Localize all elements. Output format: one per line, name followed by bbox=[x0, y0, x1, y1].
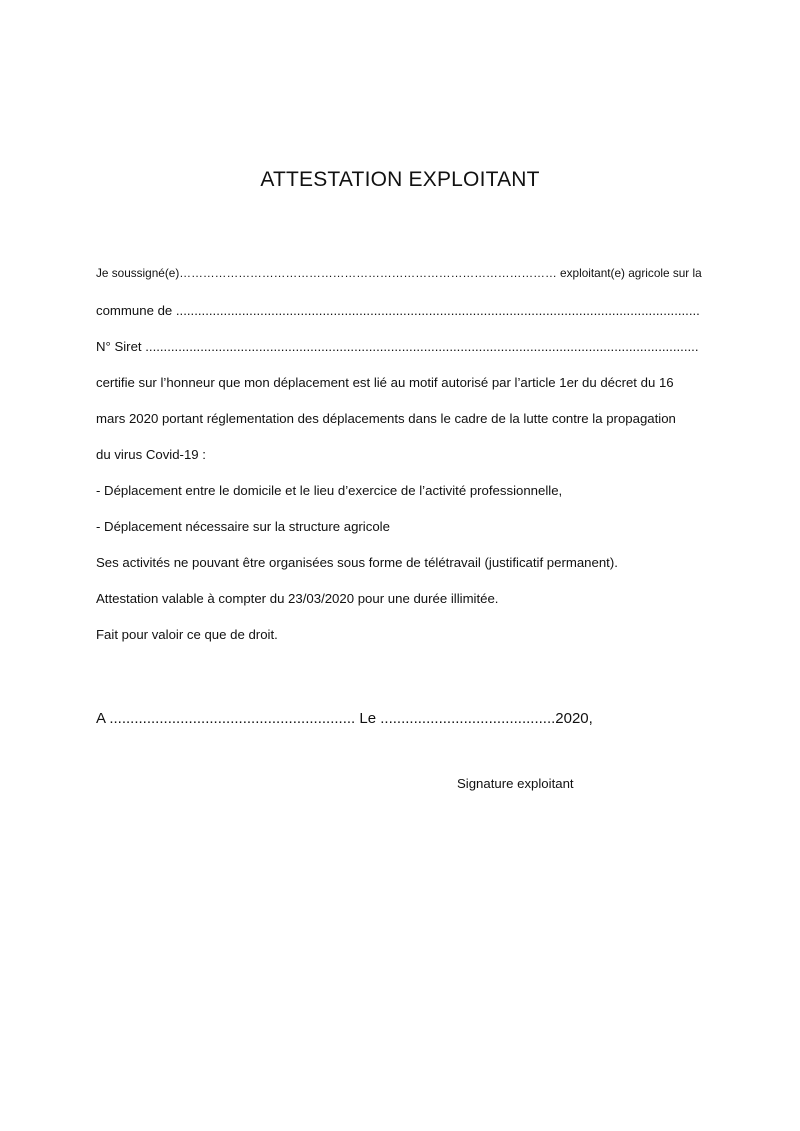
line-commune: commune de ............................................................................................................................................... bbox=[96, 303, 700, 318]
line-certify-2: mars 2020 portant réglementation des déplacements dans le cadre de la lutte contre la propagation bbox=[96, 411, 676, 426]
line-reason-2: - Déplacement nécessaire sur la structure agricole bbox=[96, 519, 390, 534]
line-reason-1: - Déplacement entre le domicile et le lieu d’exercice de l’activité professionnelle, bbox=[96, 483, 563, 498]
line-closing: Fait pour valoir ce que de droit. bbox=[96, 627, 278, 642]
line-validity: Attestation valable à compter du 23/03/2020 pour une durée illimitée. bbox=[96, 591, 499, 606]
line-siret: N° Siret ....................................................................................................................................................... bbox=[96, 339, 699, 354]
line-certify-1: certifie sur l’honneur que mon déplacement est lié au motif autorisé par l’article 1er du décret du 16 bbox=[96, 375, 674, 390]
line-name: Je soussigné(e)…………………………………………………………………………………… exploitant(e) agricole sur la bbox=[96, 266, 702, 280]
line-certify-3: du virus Covid-19 : bbox=[96, 447, 206, 462]
signature-label: Signature exploitant bbox=[457, 776, 574, 791]
place-date-line: A ........................................................... Le ..........................................2020, bbox=[96, 710, 593, 727]
document-title: ATTESTATION EXPLOITANT bbox=[260, 168, 540, 191]
line-telework: Ses activités ne pouvant être organisées sous forme de télétravail (justificatif permanent). bbox=[96, 555, 618, 570]
